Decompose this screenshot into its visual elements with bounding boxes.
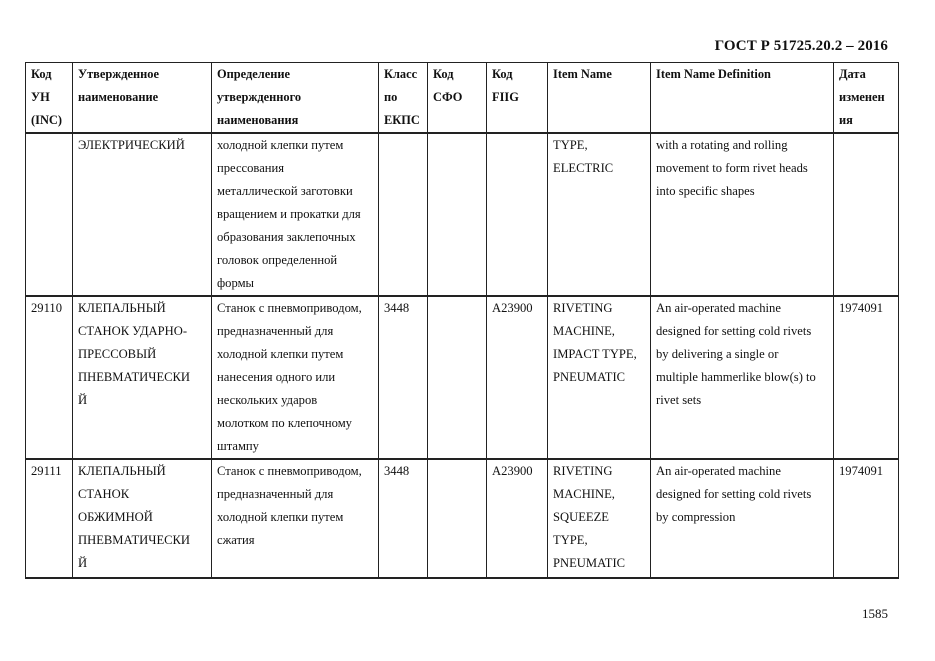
cell-ekps-class: 3448 xyxy=(379,459,428,578)
cell-inc: 29111 xyxy=(26,459,73,578)
col-header-ekps-class: Класс по ЕКПС xyxy=(379,63,428,134)
cell-fiig-code xyxy=(487,133,548,296)
cell-approved-name: КЛЕПАЛЬНЫЙ СТАНОК ОБЖИМНОЙ ПНЕВМАТИЧЕСКИ Й xyxy=(73,459,212,578)
cell-definition: холодной клепки путем прессования металлической заготовки вращением и прокатки для образования заклепочных головок определенной формы xyxy=(212,133,379,296)
catalog-table xyxy=(25,62,899,579)
cell-item-name-definition: An air-operated machine designed for setting cold rivets by delivering a single or multiple hammerlike blow(s) to rivet sets xyxy=(651,296,834,459)
cell-inc: 29110 xyxy=(26,296,73,459)
cell-inc xyxy=(26,133,73,296)
cell-item-name: TYPE, ELECTRIC xyxy=(548,133,651,296)
cell-sfo-code xyxy=(428,459,487,578)
cell-approved-name: ЭЛЕКТРИЧЕСКИЙ xyxy=(73,133,212,296)
cell-sfo-code xyxy=(428,133,487,296)
cell-fiig-code: A23900 xyxy=(487,459,548,578)
document-header: ГОСТ Р 51725.20.2 – 2016 xyxy=(714,38,888,54)
table-row xyxy=(26,133,899,296)
cell-item-name: RIVETING MACHINE, SQUEEZE TYPE, PNEUMATIC xyxy=(548,459,651,578)
col-header-approved-name: Утвержденное наименование xyxy=(73,63,212,134)
cell-change-date: 1974091 xyxy=(834,459,899,578)
col-header-inc: Код УН (INC) xyxy=(26,63,73,134)
col-header-change-date: Дата изменен ия xyxy=(834,63,899,134)
col-header-item-name: Item Name xyxy=(548,63,651,134)
cell-change-date: 1974091 xyxy=(834,296,899,459)
cell-definition: Станок с пневмоприводом, предназначенный для холодной клепки путем сжатия xyxy=(212,459,379,578)
table-header-row xyxy=(26,63,899,134)
cell-item-name: RIVETING MACHINE, IMPACT TYPE, PNEUMATIC xyxy=(548,296,651,459)
page-number: 1585 xyxy=(862,606,888,621)
col-header-fiig-code: Код FIIG xyxy=(487,63,548,134)
table-row xyxy=(26,459,899,578)
table-row xyxy=(26,296,899,459)
cell-ekps-class xyxy=(379,133,428,296)
cell-item-name-definition: An air-operated machine designed for setting cold rivets by compression xyxy=(651,459,834,578)
cell-approved-name: КЛЕПАЛЬНЫЙ СТАНОК УДАРНО- ПРЕССОВЫЙ ПНЕВМАТИЧЕСКИ Й xyxy=(73,296,212,459)
cell-change-date xyxy=(834,133,899,296)
col-header-item-name-definition: Item Name Definition xyxy=(651,63,834,134)
cell-ekps-class: 3448 xyxy=(379,296,428,459)
cell-definition: Станок с пневмоприводом, предназначенный для холодной клепки путем нанесения одного или нескольких ударов молотком по клепочному штампу xyxy=(212,296,379,459)
col-header-definition: Определение утвержденного наименования xyxy=(212,63,379,134)
cell-fiig-code: A23900 xyxy=(487,296,548,459)
col-header-sfo-code: Код СФО xyxy=(428,63,487,134)
cell-sfo-code xyxy=(428,296,487,459)
cell-item-name-definition: with a rotating and rolling movement to form rivet heads into specific shapes xyxy=(651,133,834,296)
